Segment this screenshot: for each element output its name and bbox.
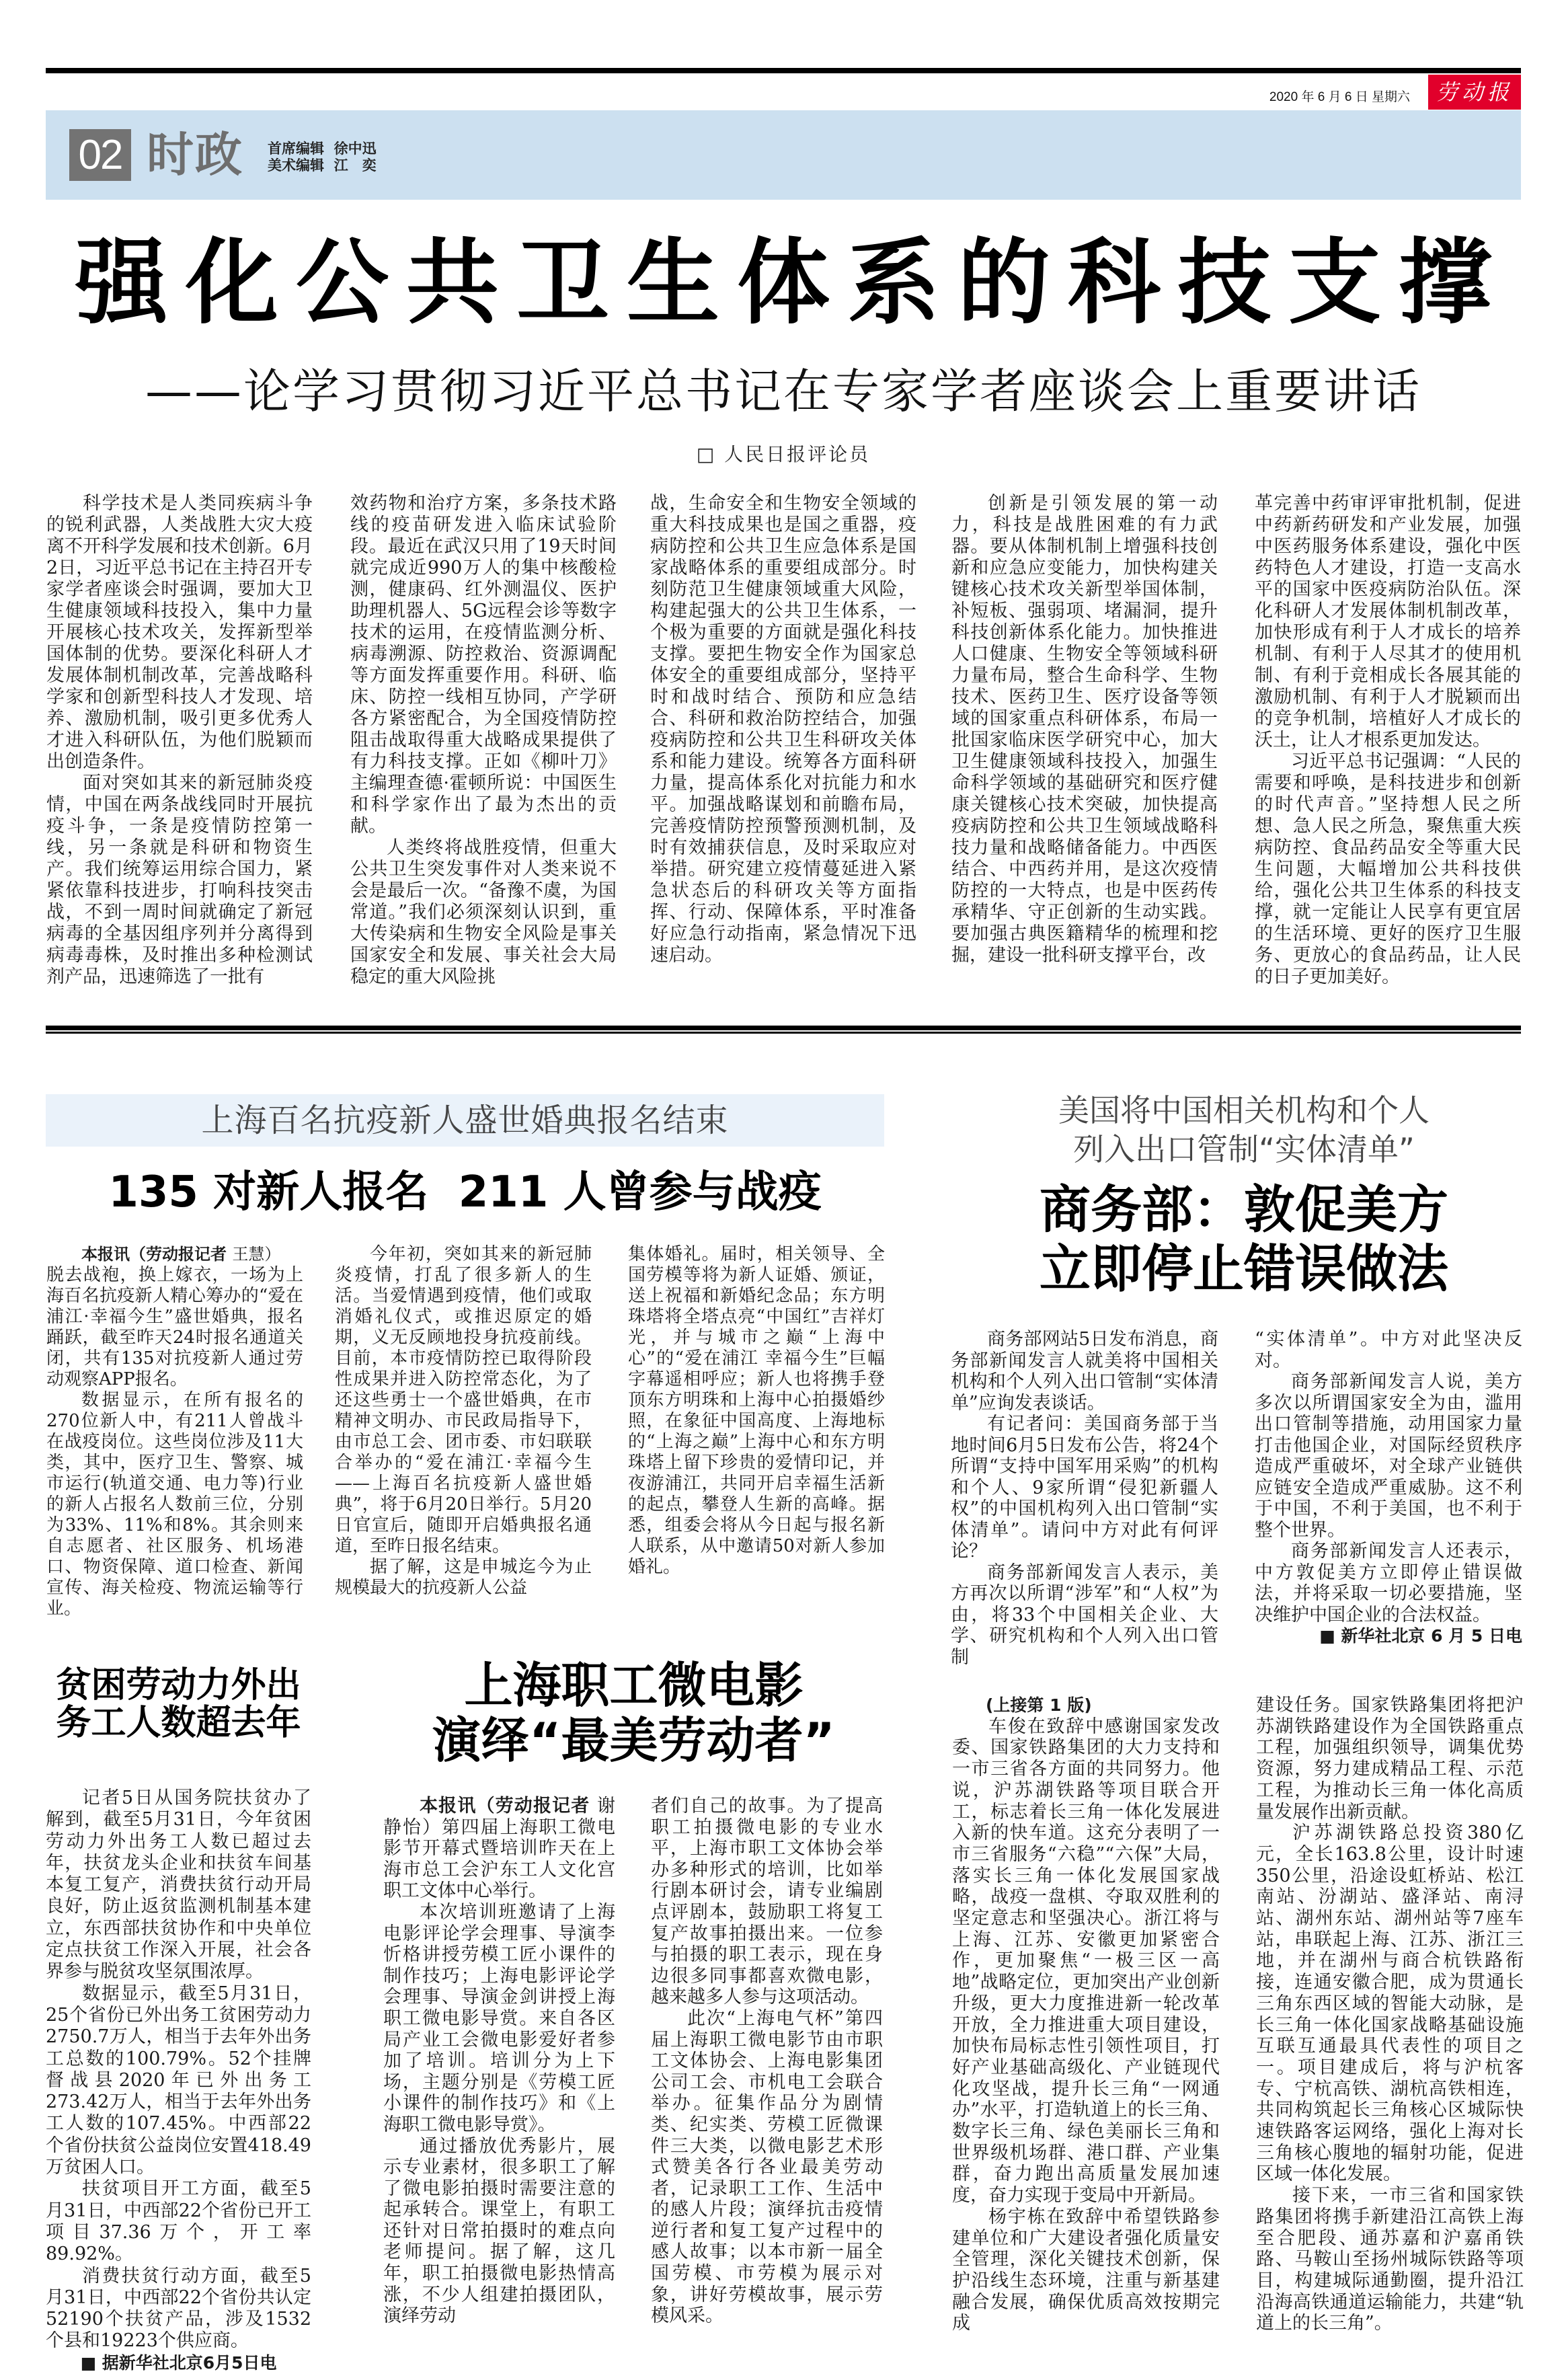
paragraph: 有记者问：美国商务部于当地时间6月5日发布公告，将24个所谓“支持中国军用采购”的机构和个人、9家所谓“侵犯新疆人权”的中国机构列入出口管制“实体清单”。请问中方对此有何评论？ <box>951 1414 1218 1562</box>
paragraph: 本次培训班邀请了上海电影评论学会理事、导演李忻格讲授劳模工匠小课件的制作技巧；上海电影评论学会理事、导演金剑讲授上海职工微电影导赏。来自各区局产业工会微电影爱好者参加了培训。培训分为上下场，主题分别是《劳模工匠小课件的制作技巧》和《上海职工微电影导赏》。 <box>383 1901 615 2135</box>
railway-column-1 <box>952 1695 1220 2334</box>
newspaper-logo: 劳动报 <box>1428 75 1521 110</box>
paragraph: 商务部新闻发言人表示，美方再次以所谓“涉军”和“人权”为由，将33个中国相关企业、大学、研究机构和个人列入出口管制 <box>951 1562 1218 1668</box>
section-name: 时政 <box>147 126 243 182</box>
trade-column-2 <box>1255 1329 1522 1647</box>
lead-byline: □ 人民日报评论员 <box>696 443 871 465</box>
lead-column-2 <box>350 493 617 988</box>
wedding-column-1 <box>46 1244 303 1619</box>
wedding-column-2 <box>335 1244 592 1599</box>
wedding-kicker: 上海百名抗疫新人盛世婚典报名结束 <box>201 1102 729 1139</box>
paragraph <box>383 1796 615 1902</box>
film-column-2 <box>651 1796 883 2327</box>
paragraph: 面对突如其来的新冠肺炎疫情，中国在两条战线同时开展抗疫斗争，一条是疫情防控第一线，另一条就是科研和物资生产。我们统筹运用综合国力，紧紧依靠科技进步，打响科技突击战，不到一周时间就确定了新冠病毒的全基因组序列并分离得到病毒毒株，及时推出多种检测试剂产品，迅速筛选了一批有 <box>46 773 313 987</box>
paragraph: 商务部新闻发言人还表示，中方敦促美方立即停止错误做法，并将采取一切必要措施，坚决维护中国企业的合法权益。 <box>1255 1541 1522 1625</box>
film-headline-line: 上海职工微电影 <box>464 1657 804 1714</box>
paragraph: 接下来，一市三省和国家铁路集团将携手新建沿江高铁上海至合肥段、通苏嘉和沪嘉甬铁路、马鞍山至扬州城际铁路等项目，构建城际通勤圈，提升沿江沿海高铁通道运输能力，共建“轨道上的长三角”。 <box>1256 2185 1524 2334</box>
reporter-name: 谢静怡） <box>383 1796 615 1838</box>
paragraph: 扶贫项目开工方面，截至5月31日，中西部22个省份已开工项目37.36万个，开工率89.92%。 <box>46 2178 311 2265</box>
paragraph: 习近平总书记强调：“人民的需要和呼唤，是科技进步和创新的时代声音。”坚持想人民之所想、急人民之所急，聚焦重大疾病防控、食品药品安全等重大民生问题，大幅增加公共科技供给，强化公共卫生体系的科技支撑，就一定能让人民享有更宜居的生活环境、更好的医疗卫生服务、更放心的食品药品，让人民的日子更加美好。 <box>1255 751 1521 987</box>
lead-subtitle: ——论学习贯彻习近平总书记在专家学者座谈会上重要讲话 <box>145 364 1421 419</box>
paragraph: 效药物和治疗方案，多条技术路线的疫苗研发进入临床试验阶段。最近在武汉只用了19天时间就完成近990万人的集中核酸检测，健康码、红外测温仪、医护助理机器人、5G远程会诊等数字技术的运用，在疫情监测分析、病毒溯源、防控救治、资源调配等方面发挥重要作用。科研、临床、防控一线相互协同，产学研各方紧密配合，为全国疫情防控阻击战取得重大战略成果提供了有力科技支撑。正如《柳叶刀》主编理查德·霍顿所说：中国医生和科学家作出了最为杰出的贡献。 <box>350 493 617 837</box>
paragraph: 据了解，这是申城迄今为止规模最大的抗疫新人公益 <box>335 1557 592 1598</box>
paragraph: 革完善中药审评审批机制，促进中药新药研发和产业发展，加强中医药服务体系建设，强化中医药特色人才建设，打造一支高水平的国家中医疫病防治队伍。深化科研人才发展体制机制改革，加快形成有利于人才成长的培养机制、有利于人尽其才的使用机制、有利于竞相成长各展其能的激励机制、有利于人才脱颖而出的竞争机制，培植好人才成长的沃土，让人才根系更加发达。 <box>1255 493 1521 751</box>
paragraph: 车俊在致辞中感谢国家发改委、国家铁路集团的大力支持和一市三省各方面的共同努力。他说，沪苏湖铁路等项目联合开工，标志着长三角一体化发展进入新的快车道。这充分表明了一市三省服务“六稳”“六保”大局，落实长三角一体化发展国家战略，战疫一盘棋、夺取双胜利的坚定意志和坚强决心。浙江将与上海、江苏、安徽更加紧密合作，更加聚焦“一极三区一高地”战略定位，更加突出产业创新升级，更大力度推进新一轮改革开放，全力推进重大项目建设，加快布局标志性引领性项目，打好产业基础高级化、产业链现代化攻坚战，提升长三角“一网通办”水平，打造轨道上的长三角、数字长三角、绿色美丽长三角和世界级机场群、港口群、产业集群，奋力跑出高质量发展加速度，奋力实现于变局中开新局。 <box>952 1716 1220 2206</box>
paragraph: 今年初，突如其来的新冠肺炎疫情，打乱了很多新人的生活。当爱情遇到疫情，他们或取消婚礼仪式，或推迟原定的婚期，义无反顾地投身抗疫前线。目前，本市疫情防控已取得阶段性成果并进入防控常态化，为了还这些勇士一个盛世婚典，在市精神文明办、市民政局指导下，由市总工会、团市委、市妇联联合举办的“爱在浦江·幸福今生——上海百名抗疫新人盛世婚典”，将于6月20日举行。5月20日官宣后，随即开启婚典报名通道，至昨日报名结束。 <box>335 1244 592 1556</box>
wedding-headline: 135 对新人报名 211 人曾参与战疫 <box>108 1167 822 1217</box>
paragraph: 商务部网站5日发布消息，商务部新闻发言人就美将中国相关机构和个人列入出口管制“实体清单”应询发表谈话。 <box>951 1329 1218 1414</box>
poverty-column <box>46 1788 311 2374</box>
paragraph: 此次“上海电气杯”第四届上海职工微电影节由市职工文体协会、上海电影集团公司工会、市机电工会联合举办。征集作品分为剧情类、纪实类、劳模工匠微课件三大类，以微电影艺术形式赞美各行各业最美劳动者，记录职工工作、生活中的感人片段；演绎抗击疫情逆行者和复工复产过程中的感人故事；以本市新一届全国劳模、市劳模为展示对象，讲好劳模故事，展示劳模风采。 <box>651 2007 883 2327</box>
wedding-column-3 <box>628 1244 885 1578</box>
paragraph-text: 第四届上海职工微电影节开幕式暨培训昨天在上海市总工会沪东工人文化宫职工文体中心举行。 <box>383 1816 616 1902</box>
news-source: ■ 新华社北京 6 月 5 日电 <box>1319 1626 1522 1646</box>
paragraph: 杨宇栋在致辞中希望铁路参建单位和广大建设者强化质量安全管理，深化关键技术创新，保护沿线生态环境，注重与新基建融合发展，确保优质高效按期完成 <box>952 2206 1220 2334</box>
poverty-headline-line: 贫困劳动力外出 <box>56 1665 301 1705</box>
paragraph: “实体清单”。中方对此坚决反对。 <box>1255 1329 1522 1371</box>
poverty-headline-line: 务工人数超去年 <box>56 1703 301 1743</box>
paragraph: 者们自己的故事。为了提高职工拍摄微电影的专业水平，上海市职工文体协会举办多种形式的培训，比如举行剧本研讨会，请专业编剧点评剧本，鼓励职工将复工复产故事拍摄出来。一位参与拍摄的职工表示，现在身边很多同事都喜欢微电影，越来越多人参与这项活动。 <box>651 1796 883 2008</box>
trade-column-1 <box>951 1329 1218 1668</box>
lead-headline: 强化公共卫生体系的科技支撑 <box>75 229 1509 337</box>
section-divider-thin <box>46 1032 1521 1034</box>
paragraph: 创新是引领发展的第一动力，科技是战胜困难的有力武器。要从体制机制上增强科技创新和应急应变能力，加快构建关键核心技术攻关新型举国体制，补短板、强弱项、堵漏洞，提升科技创新体系化能力。加快推进人口健康、生物安全等领域科研力量布局，整合生命科学、生物技术、医药卫生、医疗设备等领域的国家重点科研体系，布局一批国家临床医学研究中心，加大卫生健康领域科技投入，加强生命科学领域的基础研究和医疗健康关键核心技术突破，加快提高疫病防控和公共卫生领域战略科技力量和战略储备能力。中西医结合、中西药并用，是这次疫情防控的一大特点，也是中医药传承精华、守正创新的生动实践。要加强古典医籍精华的梳理和挖掘，建设一批科研支撑平台，改 <box>951 493 1218 966</box>
paragraph: 消费扶贫行动方面，截至5月31日，中西部22个省份共认定52190个扶贫产品，涉及1532个县和19223个供应商。 <box>46 2265 311 2352</box>
film-headline-line: 演绎“最美劳动者” <box>432 1712 835 1769</box>
lead-column-3 <box>650 493 916 966</box>
railway-column-2 <box>1256 1695 1524 2334</box>
continued-from-label: (上接第 1 版) <box>986 1695 1092 1715</box>
page-number: 02 <box>69 129 131 181</box>
trade-headline-line: 商务部：敦促美方 <box>1040 1180 1448 1239</box>
film-headline <box>383 1658 884 1768</box>
paragraph: 建设任务。国家铁路集团将把沪苏湖铁路建设作为全国铁路重点工程，加强组织领导，调集优势资源，努力建成精品工程、示范工程，为推动长三角一体化高质量发展作出新贡献。 <box>1256 1695 1524 1822</box>
trade-headline <box>962 1180 1526 1299</box>
trade-kicker-line: 列入出口管制“实体清单” <box>1073 1131 1415 1167</box>
trade-kicker-line: 美国将中国相关机构和个人 <box>1058 1092 1430 1128</box>
top-rule <box>46 68 1521 73</box>
paragraph: 记者5日从国务院扶贫办了解到，截至5月31日，今年贫困劳动力外出务工人数已超过去年，扶贫龙头企业和扶贫车间基本复工复产，消费扶贫行动开局良好，防止返贫监测机制基本建立，东西部扶贫协作和中央单位定点扶贫工作深入开展，社会各界参与脱贫攻坚氛围浓厚。 <box>46 1788 311 1983</box>
issue-date: 2020 年 6 月 6 日 星期六 <box>1269 90 1410 104</box>
editors-credit: 首席编辑 徐中迅 美术编辑 江 奕 <box>268 141 377 174</box>
paragraph: 战，生命安全和生物安全领域的重大科技成果也是国之重器，疫病防控和公共卫生应急体系是国家战略体系的重要组成部分。时刻防范卫生健康领域重大风险，构建起强大的公共卫生体系，一个极为重要的方面就是强化科技支撑。要把生物安全作为国家总体安全的重要组成部分，坚持平时和战时结合、预防和应急结合、科研和救治防控结合，加强疫病防控和公共卫生科研攻关体系和能力建设。统筹各方面科研力量，提高体系化对抗能力和水平。加强战略谋划和前瞻布局，完善疫情防控预警预测机制，及时有效捕获信息，及时采取应对举措。研究建立疫情蔓延进入紧急状态后的科研攻关等方面指挥、行动、保障体系，平时准备好应急行动指南，紧急情况下迅速启动。 <box>650 493 916 966</box>
news-source: ■ 据新华社北京6月5日电 <box>80 2352 277 2373</box>
reporter-name: 王慧） <box>232 1245 281 1264</box>
paragraph: 脱去战袍，换上嫁衣，一场为上海百名抗疫新人精心筹办的“爱在浦江·幸福今生”盛世婚典，报名踊跃，截至昨天24时报名通道关闭，共有135对抗疫新人通过劳动观察APP报名。 <box>46 1265 303 1389</box>
section-divider-thick <box>46 1026 1521 1030</box>
dateline-label: 本报讯（劳动报记者 <box>81 1245 233 1264</box>
trade-kicker <box>962 1091 1526 1169</box>
lead-column-1 <box>46 493 313 988</box>
dateline-label: 本报讯（劳动报记者 <box>420 1796 597 1816</box>
paragraph: 科学技术是人类同疾病斗争的锐利武器，人类战胜大灾大疫离不开科学发展和技术创新。6月2日，习近平总书记在主持召开专家学者座谈会时强调，要加大卫生健康领域科技投入，集中力量开展核心技术攻关，发挥新型举国体制的优势。要深化科研人才发展体制机制改革，完善战略科学家和创新型科技人才发现、培养、激励机制，吸引更多优秀人才进入科研队伍，为他们脱颖而出创造条件。 <box>46 493 313 772</box>
lead-column-5 <box>1255 493 1521 988</box>
paragraph <box>46 1244 303 1265</box>
paragraph: 沪苏湖铁路总投资380亿元，全长163.8公里，设计时速350公里，沿途设虹桥站、松江南站、汾湖站、盛泽站、南浔站、湖州东站、湖州站等7座车站，串联起上海、江苏、浙江三地，并在湖州与商合杭铁路衔接，连通安徽合肥，成为贯通长三角东西区域的智能大动脉，是长三角一体化国家战略基础设施互联互通最具代表性的项目之一。项目建成后，将与沪杭客专、宁杭高铁、湖杭高铁相连，共同构筑起长三角核心区城际快速铁路客运网络，强化上海对长三角核心腹地的辐射功能，促进区域一体化发展。 <box>1256 1822 1524 2185</box>
lead-column-4 <box>951 493 1218 966</box>
paragraph: 数据显示，截至5月31日，25个省份已外出务工贫困劳动力2750.7万人，相当于去年外出务工总数的100.79%。52个挂牌督战县2020年已外出务工273.42万人，相当于去年外出务工人数的107.45%。中西部22个省份扶贫公益岗位安置418.49万贫困人口。 <box>46 1983 311 2178</box>
film-column-1 <box>383 1796 615 2327</box>
paragraph: 商务部新闻发言人说，美方多次以所谓国家安全为由，滥用出口管制等措施，动用国家力量打击他国企业，对国际经贸秩序造成严重破坏，对全球产业链供应链安全造成严重威胁。这不利于中国，不利于美国，也不利于整个世界。 <box>1255 1371 1522 1541</box>
dateline <box>46 1244 303 1265</box>
poverty-headline <box>46 1666 311 1742</box>
trade-headline-line: 立即停止错误做法 <box>1040 1239 1448 1299</box>
paragraph: 数据显示，在所有报名的270位新人中，有211人曾战斗在战疫岗位。这些岗位涉及11大类，其中，医疗卫生、警察、城市运行(轨道交通、电力等)行业的新人占报名人数前三位，分别为33%、11%和8%。其余则来自志愿者、社区服务、机场港口、物资保障、道口检查、新闻宣传、海关检疫、物流运输等行业。 <box>46 1390 303 1619</box>
paragraph: 集体婚礼。届时，相关领导、全国劳模等将为新人证婚、颁证，送上祝福和新婚纪念品；东方明珠塔将全塔点亮“中国红”吉祥灯光，并与城市之巅“上海中心”的“爱在浦江 幸福今生”巨幅字幕遥相呼应；新人也将携手登顶东方明珠和上海中心拍摄婚纱照，在象征中国高度、上海地标的“上海之巅”上海中心和东方明珠塔上留下珍贵的爱情印记，并夜游浦江，共同开启幸福生活新的起点，攀登人生新的高峰。据悉，组委会将从今日起与报名新人联系，从中邀请50对新人参加婚礼。 <box>628 1244 885 1577</box>
paragraph: 人类终将战胜疫情，但重大公共卫生突发事件对人类来说不会是最后一次。“备豫不虞，为国常道。”我们必须深刻认识到，重大传染病和生物安全风险是事关国家安全和发展、事关社会大局稳定的重大风险挑 <box>350 837 617 987</box>
paragraph: 通过播放优秀影片，展示专业素材，很多职工了解了微电影拍摄时需要注意的起承转合。课堂上，有职工还针对日常拍摄时的难点向老师提问。据了解，这几年，职工拍摄微电影热情高涨，不少人组建拍摄团队，演绎劳动 <box>383 2135 615 2327</box>
